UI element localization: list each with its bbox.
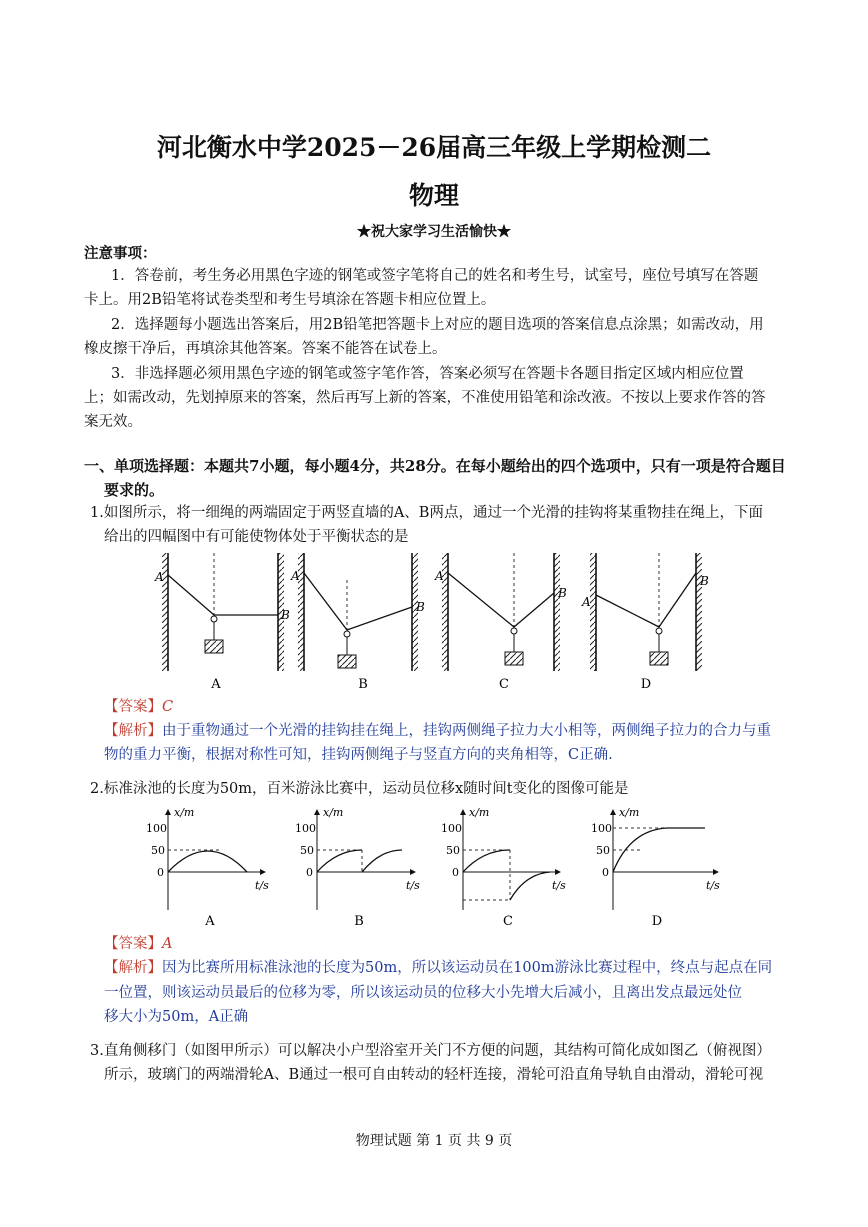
tick-0: 0 bbox=[452, 866, 459, 879]
subject-title: 物理 bbox=[408, 181, 459, 210]
q1-analysis bbox=[104, 721, 771, 741]
notice-line: 1．答卷前，考生务必用黑色字迹的钢笔或签字笔将自己的姓名和考生号，试室号，座位号填写在答题 bbox=[111, 268, 759, 284]
notice-line: 2．选择题每小题选出答案后，用2B铅笔把答题卡上对应的题目选项的答案信息点涂黑；如需改动，用 bbox=[111, 317, 764, 333]
analysis-text: 因为比赛所用标准泳池的长度为50m，所以该运动员在100m游泳比赛过程中，终点与起点在同 bbox=[162, 960, 773, 976]
exam-title: 河北衡水中学2025－26届高三年级上学期检测二 bbox=[156, 133, 712, 162]
q2-stem: 2.标准泳池的长度为50m，百米游泳比赛中，运动员位移x随时间t变化的图像可能是 bbox=[90, 781, 629, 797]
option-d-label: D bbox=[640, 677, 652, 692]
q2-graph-b bbox=[295, 806, 420, 929]
section-heading: 一、单项选择题：本题共7小题，每小题4分，共28分。在每小题给出的四个选项中，只有一项是符合题目 bbox=[84, 457, 786, 475]
q1-option-d-figure bbox=[581, 553, 709, 692]
y-axis-label: x/m bbox=[174, 806, 195, 819]
q2-graph-d bbox=[591, 806, 720, 929]
page-footer: 物理试题 第 1 页 共 9 页 bbox=[355, 1133, 513, 1149]
x-axis-label: t/s bbox=[706, 879, 720, 892]
tick-0: 0 bbox=[306, 866, 313, 879]
y-axis-label: x/m bbox=[469, 806, 490, 819]
answer-label: 【答案】 bbox=[104, 699, 162, 715]
notice-heading: 注意事项： bbox=[84, 245, 157, 262]
y-axis-label: x/m bbox=[323, 806, 344, 819]
point-b-label: B bbox=[281, 608, 290, 622]
q3-stem: 3.直角侧移门（如图甲所示）可以解决小户型浴室开关门不方便的问题，其结构可简化成如图乙（俯视图） bbox=[90, 1043, 771, 1059]
y-axis-label: x/m bbox=[619, 806, 640, 819]
point-a-label: A bbox=[435, 569, 444, 583]
option-a-label: A bbox=[205, 914, 215, 929]
q3-stem: 所示，玻璃门的两端滑轮A、B通过一根可自由转动的轻杆连接，滑轮可沿直角导轨自由滑动，滑轮可视 bbox=[104, 1067, 764, 1083]
answer-value: A bbox=[162, 936, 173, 952]
option-b-label: B bbox=[358, 677, 368, 692]
notice-line: 案无效。 bbox=[84, 414, 142, 430]
tick-50: 50 bbox=[300, 844, 314, 857]
tick-50: 50 bbox=[596, 844, 610, 857]
x-axis-label: t/s bbox=[406, 879, 420, 892]
q1-option-b-figure bbox=[290, 553, 425, 692]
motto: ★祝大家学习生活愉快★ bbox=[357, 224, 511, 240]
q2-analysis bbox=[104, 958, 772, 978]
q1-option-a-figure bbox=[154, 553, 290, 692]
q1-stem: 给出的四幅图中有可能使物体处于平衡状态的是 bbox=[104, 529, 409, 545]
analysis-label: 【解析】 bbox=[104, 723, 162, 739]
answer-label: 【答案】 bbox=[104, 936, 162, 952]
tick-0: 0 bbox=[602, 866, 609, 879]
option-c-label: C bbox=[499, 677, 509, 692]
tick-100: 100 bbox=[441, 822, 462, 835]
option-d-label: D bbox=[651, 914, 663, 929]
q2-figure bbox=[140, 800, 730, 930]
tick-50: 50 bbox=[446, 844, 460, 857]
q2-answer bbox=[104, 934, 172, 954]
tick-100: 100 bbox=[591, 822, 612, 835]
point-a-label: A bbox=[582, 595, 591, 609]
q1-analysis-cont: 物的重力平衡，根据对称性可知，挂钩两侧绳子与竖直方向的夹角相等，C正确. bbox=[104, 747, 613, 763]
notice-line: 橡皮擦干净后，再填涂其他答案。答案不能答在试卷上。 bbox=[84, 341, 447, 357]
point-b-label: B bbox=[700, 574, 709, 588]
section-heading: 要求的。 bbox=[104, 481, 165, 499]
tick-100: 100 bbox=[146, 822, 167, 835]
q2-graph-a bbox=[146, 806, 269, 929]
point-a-label: A bbox=[291, 569, 300, 583]
q2-analysis-cont: 一位置，则该运动员最后的位移为零，所以该运动员的位移大小先增大后减小，且离出发点最远处位 bbox=[104, 985, 742, 1001]
q1-stem: 1.如图所示，将一细绳的两端固定于两竖直墙的A、B两点，通过一个光滑的挂钩将某重物挂在绳上，下面 bbox=[90, 505, 763, 521]
x-axis-label: t/s bbox=[552, 879, 566, 892]
tick-50: 50 bbox=[151, 844, 165, 857]
analysis-text: 由于重物通过一个光滑的挂钩挂在绳上，挂钩两侧绳子拉力大小相等，两侧绳子拉力的合力与重 bbox=[162, 723, 771, 739]
q1-figure bbox=[150, 545, 730, 700]
x-axis-label: t/s bbox=[255, 879, 269, 892]
analysis-label: 【解析】 bbox=[104, 960, 162, 976]
point-a-label: A bbox=[155, 570, 164, 584]
option-c-label: C bbox=[503, 914, 513, 929]
notice-line: 卡上。用2B铅笔将试卷类型和考生号填涂在答题卡相应位置上。 bbox=[84, 292, 496, 308]
q1-answer bbox=[104, 697, 173, 717]
notice-line: 3．非选择题必须用黑色字迹的钢笔或签字笔作答，答案必须写在答题卡各题目指定区域内相应位置 bbox=[111, 366, 744, 382]
answer-value: C bbox=[162, 699, 174, 715]
q2-analysis-cont: 移大小为50m，A正确 bbox=[104, 1009, 249, 1025]
option-b-label: B bbox=[354, 914, 364, 929]
point-b-label: B bbox=[416, 600, 425, 614]
tick-0: 0 bbox=[157, 866, 164, 879]
option-a-label: A bbox=[211, 677, 221, 692]
point-b-label: B bbox=[558, 586, 567, 600]
tick-100: 100 bbox=[295, 822, 316, 835]
q2-graph-c bbox=[441, 806, 566, 929]
notice-line: 上；如需改动，先划掉原来的答案，然后再写上新的答案，不准使用铅笔和涂改液。不按以上要求作答的答 bbox=[84, 390, 766, 406]
q1-option-c-figure bbox=[434, 553, 567, 692]
